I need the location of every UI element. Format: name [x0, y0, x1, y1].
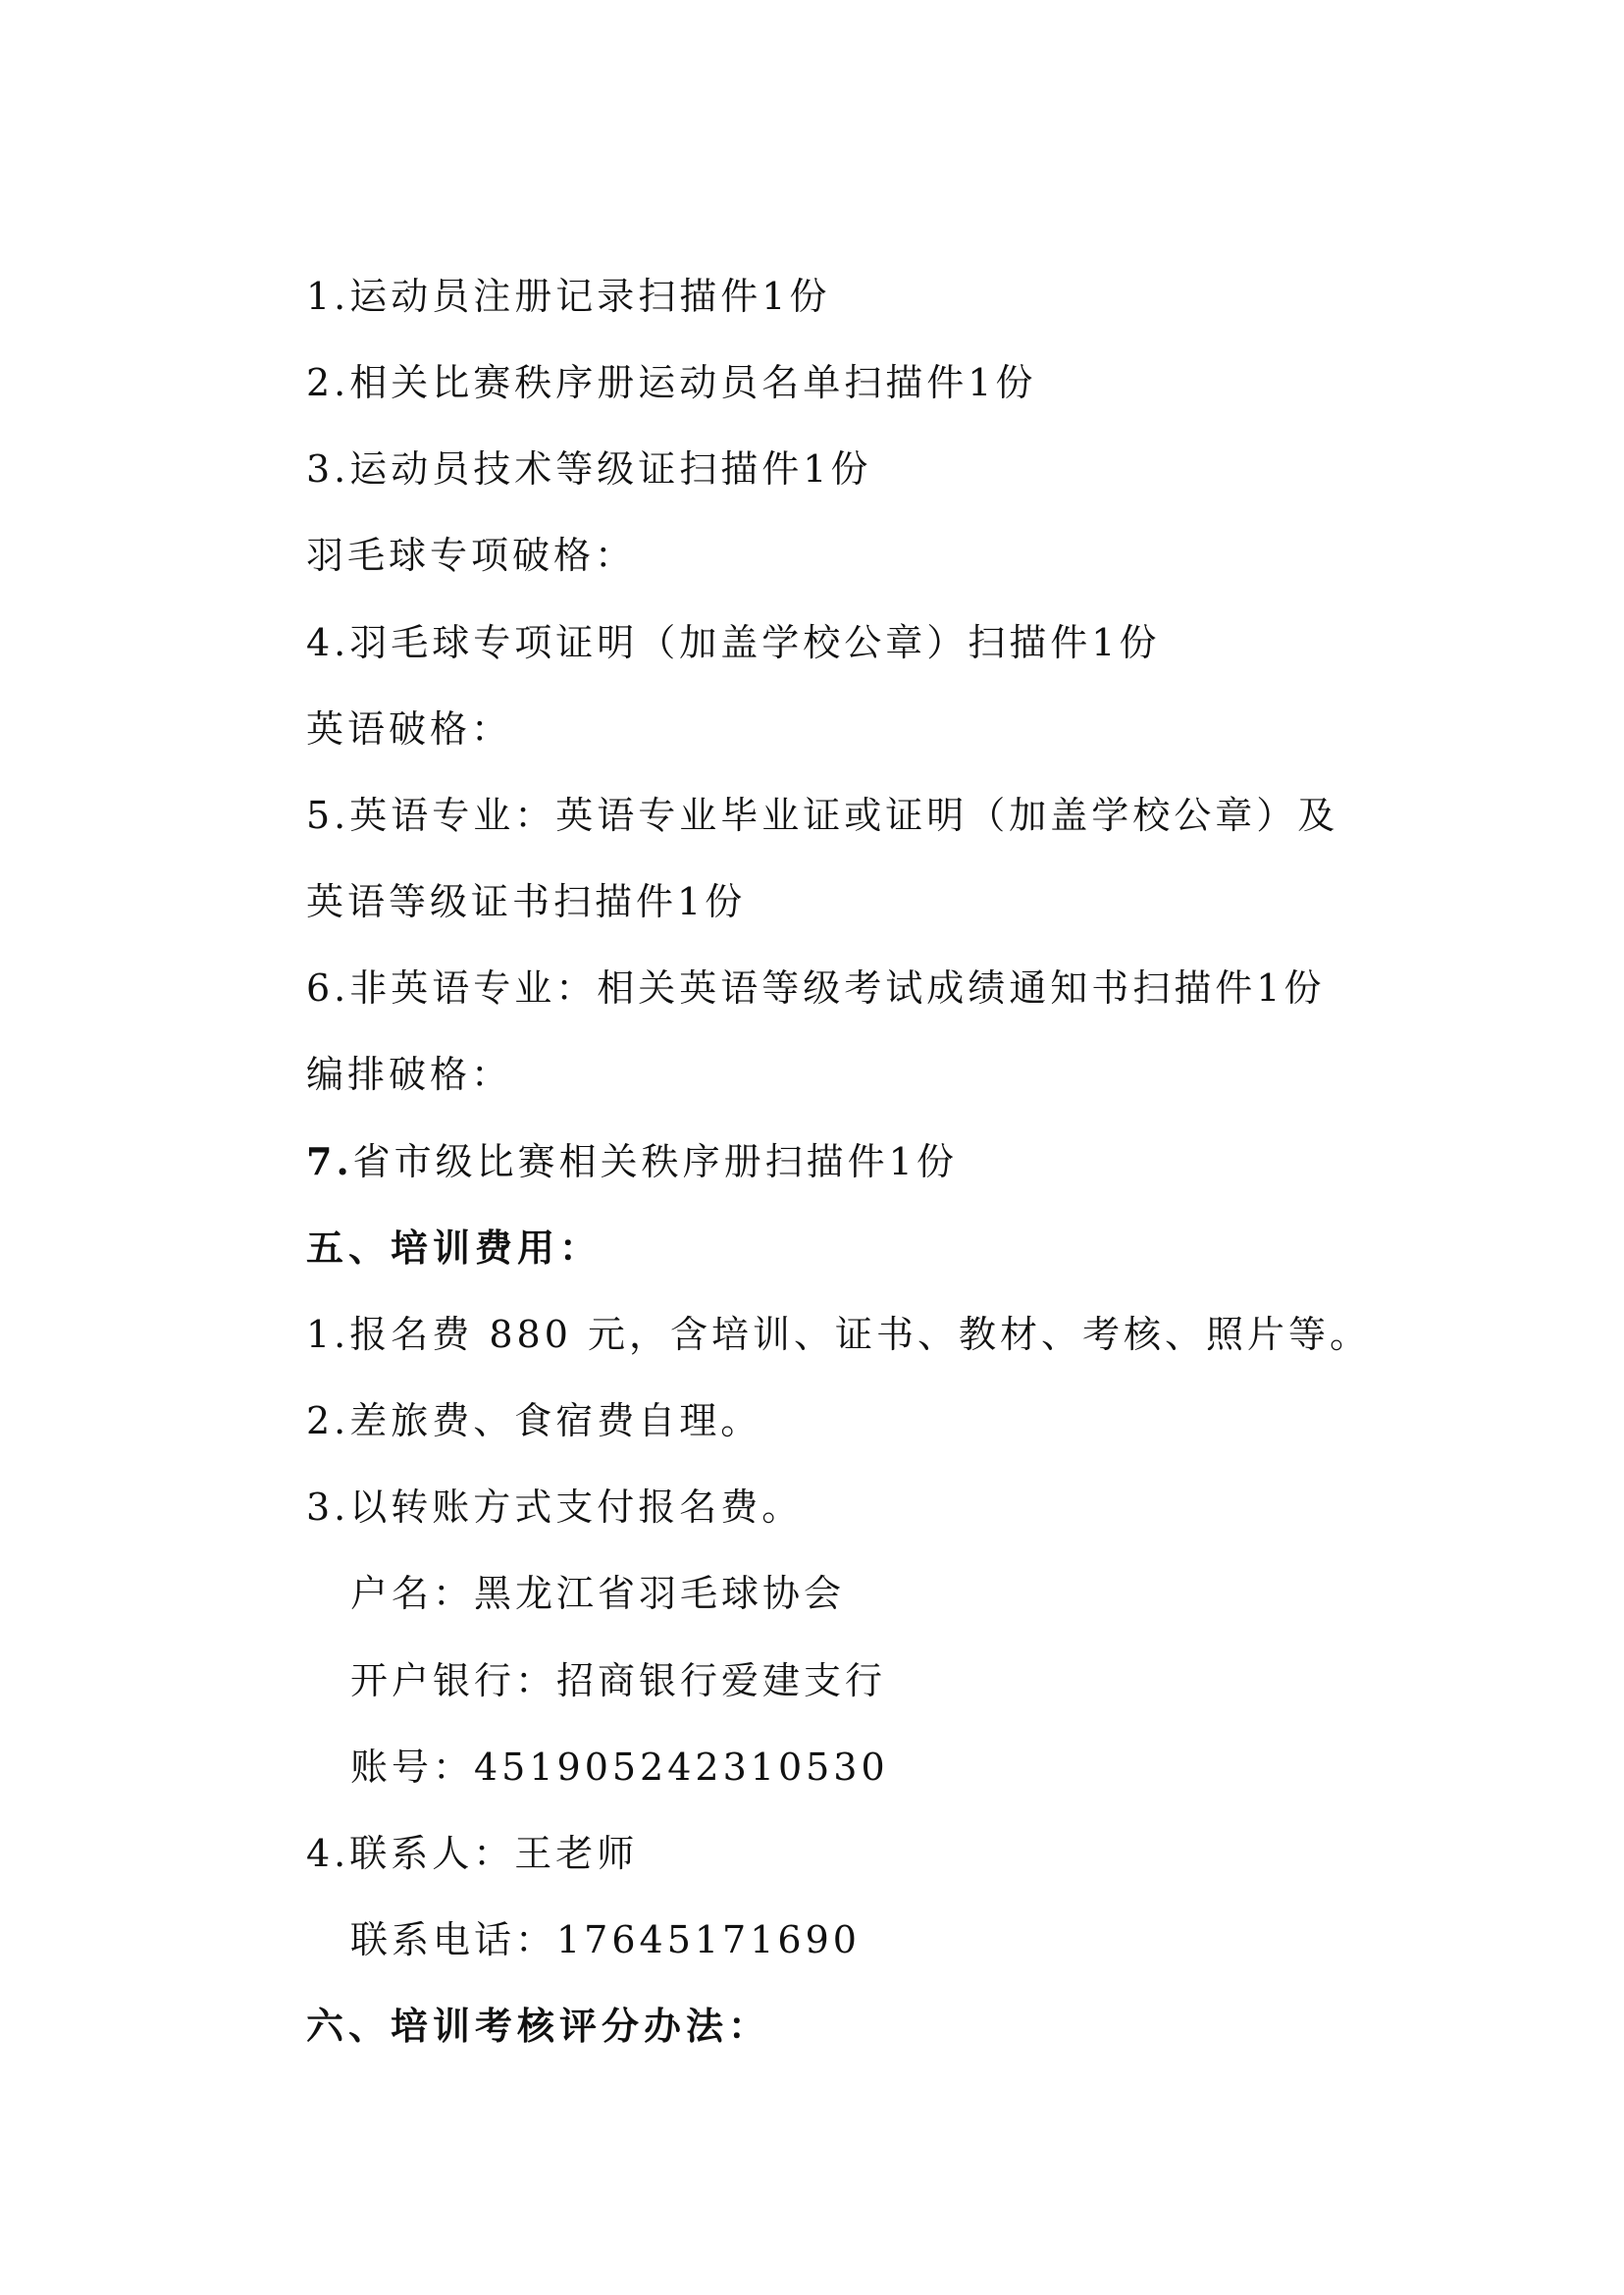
section-five-title: 五、培训费用： — [306, 1226, 602, 1270]
bank-name: 开户银行：招商银行爱建支行 — [350, 1659, 887, 1702]
account-name: 户名：黑龙江省羽毛球协会 — [350, 1572, 846, 1615]
requirement-item-7-number: 7. — [306, 1139, 353, 1183]
requirement-item-5-line-2: 英语等级证书扫描件1份 — [306, 880, 747, 923]
requirement-item-2: 2.相关比赛秩序册运动员名单扫描件1份 — [306, 361, 1037, 404]
requirement-item-1: 1.运动员注册记录扫描件1份 — [306, 275, 831, 318]
requirement-item-7-text: 省市级比赛相关秩序册扫描件1份 — [352, 1140, 958, 1183]
arrangement-exception-heading: 编排破格： — [306, 1053, 513, 1096]
account-number: 账号：451905242310530 — [350, 1746, 889, 1789]
badminton-exception-heading: 羽毛球专项破格： — [306, 534, 637, 577]
requirement-item-5-line-1: 5.英语专业：英语专业毕业证或证明（加盖学校公章）及 — [306, 794, 1339, 837]
contact-person: 4.联系人：王老师 — [306, 1832, 639, 1875]
fee-item-1: 1.报名费 880 元，含培训、证书、教材、考核、照片等。 — [306, 1313, 1371, 1356]
fee-item-2: 2.差旅费、食宿费自理。 — [306, 1399, 762, 1442]
requirement-item-6: 6.非英语专业：相关英语等级考试成绩通知书扫描件1份 — [306, 966, 1326, 1010]
contact-phone: 联系电话：17645171690 — [350, 1918, 861, 1961]
requirement-item-4: 4.羽毛球专项证明（加盖学校公章）扫描件1份 — [306, 621, 1161, 664]
requirement-item-7 — [306, 1139, 958, 1183]
english-exception-heading: 英语破格： — [306, 707, 513, 751]
requirement-item-3: 3.运动员技术等级证扫描件1份 — [306, 447, 872, 491]
fee-item-3: 3.以转账方式支付报名费。 — [306, 1486, 804, 1529]
section-six-title: 六、培训考核评分办法： — [306, 2005, 771, 2048]
